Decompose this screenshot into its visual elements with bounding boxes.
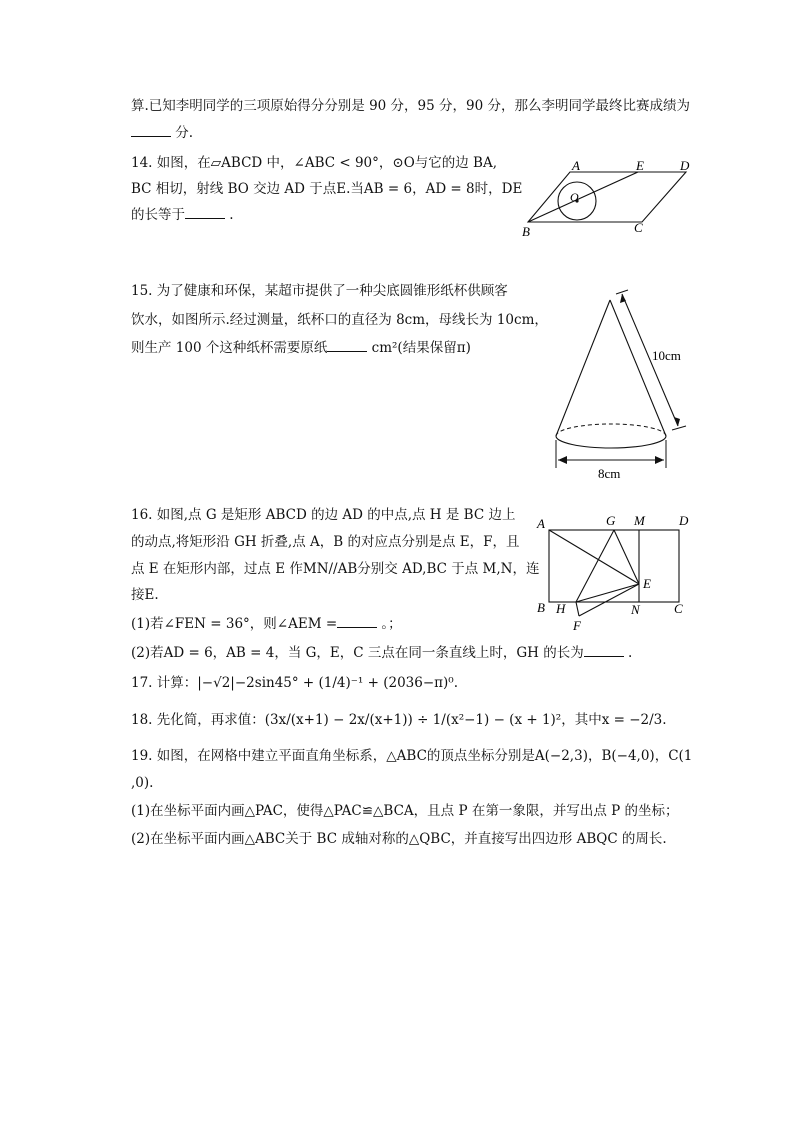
q15-line3: 则生产 100 个这种纸杯需要原纸 cm²(结果保留π) xyxy=(131,340,471,356)
label-F: F xyxy=(573,618,581,633)
q19-sub2: (2)在坐标平面内画△ABC关于 BC 成轴对称的△QBC，并直接写出四边形 ABQC 的周长. xyxy=(131,831,667,847)
label-B: B xyxy=(522,224,530,239)
label-B: B xyxy=(537,600,545,615)
q19-line2: ,0). xyxy=(131,775,154,791)
q16-line1: 16. 如图,点 G 是矩形 ABCD 的边 AD 的中点,点 H 是 BC 边上 xyxy=(131,507,516,523)
q15-line2: 饮水，如图所示.经过测量，纸杯口的直径为 8cm，母线长为 10cm， xyxy=(131,312,548,328)
label-M: M xyxy=(634,513,645,528)
slant-height-label: 10cm xyxy=(652,348,681,363)
label-D: D xyxy=(679,513,689,528)
answer-blank[interactable] xyxy=(327,339,367,352)
q16-sub1: (1)若∠FEN = 36°，则∠AEM = 。； xyxy=(131,616,402,632)
label-N: N xyxy=(631,602,640,617)
q14-line1: 14. 如图，在▱ABCD 中，∠ABC < 90°，⊙O与它的边 BA, xyxy=(131,155,498,171)
q16-line2: 的动点,将矩形沿 GH 折叠,点 A，B 的对应点分别是点 E，F，且 xyxy=(131,534,520,550)
label-C: C xyxy=(674,601,683,616)
answer-blank[interactable] xyxy=(337,615,377,628)
answer-blank[interactable] xyxy=(584,644,624,657)
q19-sub1: (1)在坐标平面内画△PAC，使得△PAC≌△BCA，且点 P 在第一象限，并写出点 P 的坐标； xyxy=(131,803,679,819)
answer-blank[interactable] xyxy=(185,206,225,219)
q13-line1: 算.已知李明同学的三项原始得分分别是 90 分，95 分，90 分，那么李明同学最终比赛成绩为 xyxy=(131,98,690,114)
q15-line1: 15. 为了健康和环保，某超市提供了一种尖底圆锥形纸杯供顾客 xyxy=(131,283,508,299)
q18-line: 18. 先化简，再求值：(3x/(x+1) − 2x/(x+1)) ÷ 1/(x²−1) − (x + 1)²，其中x = −2/3. xyxy=(131,712,667,728)
q16-sub2: (2)若AD = 6，AB = 4，当 G，E，C 三点在同一条直线上时，GH 的长为 . xyxy=(131,645,633,661)
label-E: E xyxy=(636,158,644,173)
label-H: H xyxy=(556,601,566,616)
q14-parallelogram-figure xyxy=(520,160,700,240)
label-A: A xyxy=(572,158,580,173)
label-O: O xyxy=(570,190,579,204)
label-A: A xyxy=(537,516,545,531)
label-D: D xyxy=(680,158,690,173)
q13-line2: 分. xyxy=(131,123,193,143)
q19-line1: 19. 如图，在网格中建立平面直角坐标系，△ABC的顶点坐标分别是A(−2,3)，B(−4,0)，C(1 xyxy=(131,748,693,764)
q17-line: 17. 计算：|−√2|−2sin45° + (1/4)⁻¹ + (2036−π)⁰. xyxy=(131,675,458,691)
label-C: C xyxy=(634,220,643,235)
q16-line3: 点 E 在矩形内部，过点 E 作MN//AB分别交 AD,BC 于点 M,N，连 xyxy=(131,561,540,577)
label-G: G xyxy=(606,513,616,528)
q15-cone-figure xyxy=(548,290,698,485)
q14-line3: 的长等于 . xyxy=(131,207,234,223)
answer-blank[interactable] xyxy=(131,124,171,137)
q16-rectangle-fold-figure xyxy=(533,512,703,637)
diameter-label: 8cm xyxy=(598,466,621,481)
label-E: E xyxy=(643,576,651,591)
q16-line4: 接E. xyxy=(131,587,159,603)
q14-line2: BC 相切，射线 BO 交边 AD 于点E.当AB = 6，AD = 8时，DE xyxy=(131,181,523,197)
